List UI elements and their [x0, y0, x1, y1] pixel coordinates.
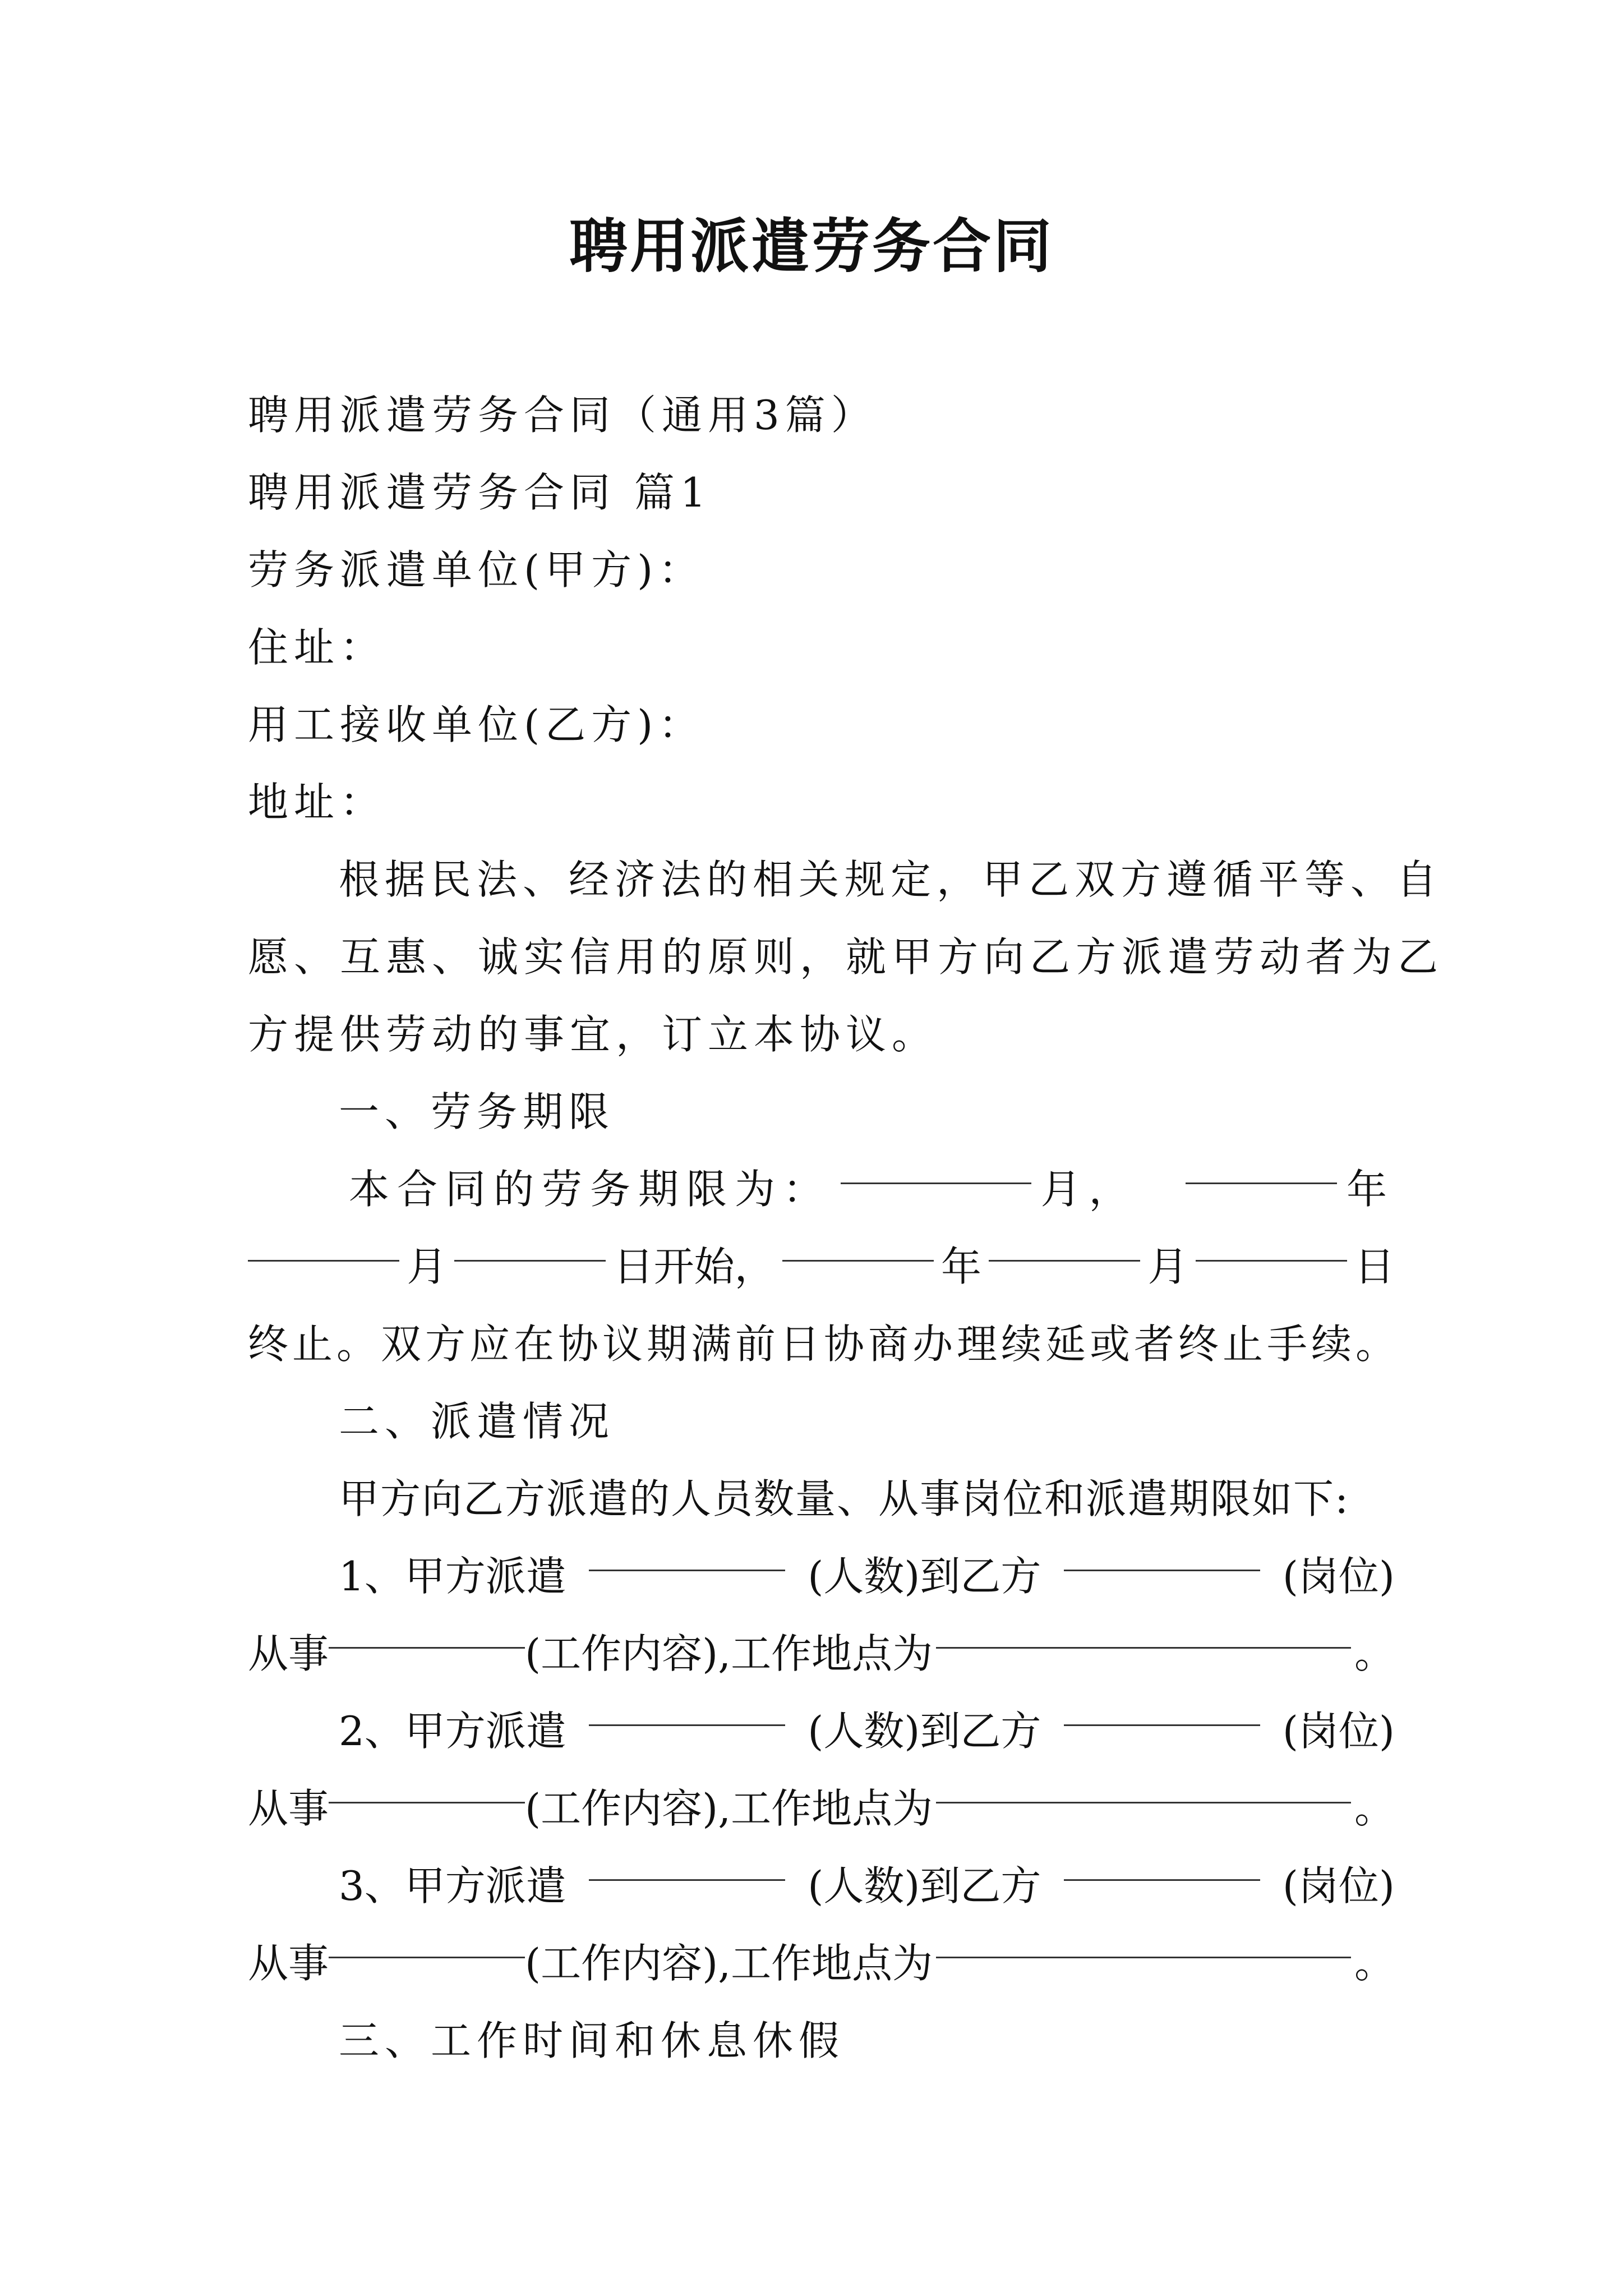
dispatch-item-1-line-1 — [248, 1537, 1395, 1616]
dispatch-item-2-period: 。 — [1354, 1785, 1395, 1832]
dispatch-item-1-label: 1、甲方派遣 — [339, 1553, 566, 1600]
dispatch-item-3-engage-text: 从事 — [248, 1940, 329, 1987]
section-3-heading: 三、工作时间和休息休假 — [339, 2017, 845, 2064]
term-blank[interactable] — [841, 1150, 1031, 1184]
end-day-text: 日 — [1354, 1243, 1395, 1290]
dispatch-item-3-work-blank[interactable] — [329, 1924, 525, 1958]
start-year-blank[interactable] — [1186, 1150, 1337, 1184]
dispatch-item-1-content-text: (工作内容),工作地点为 — [525, 1630, 933, 1677]
start-day-blank[interactable] — [454, 1227, 606, 1262]
term-intro-text: 本合同的劳务期限为： — [349, 1166, 832, 1213]
end-month-blank[interactable] — [989, 1227, 1140, 1262]
start-month-blank[interactable] — [248, 1227, 399, 1262]
subtitle-general: 聘用派遣劳务合同（通用3篇） — [248, 392, 877, 439]
intro-paragraph-line-2: 愿、互惠、诚实信用的原则，就甲方向乙方派遣劳动者为乙 — [248, 933, 1444, 981]
party-a-address-label: 住址： — [248, 624, 386, 671]
dispatch-item-3-line-1 — [248, 1847, 1395, 1925]
end-year-blank[interactable] — [782, 1227, 934, 1262]
party-b-address-label: 地址： — [248, 779, 386, 826]
dispatch-item-3-label: 3、甲方派遣 — [339, 1862, 566, 1910]
dispatch-item-3-post-blank[interactable] — [1064, 1847, 1260, 1881]
dispatch-item-2-engage-text: 从事 — [248, 1785, 329, 1832]
term-month-text: 月， — [1040, 1166, 1137, 1213]
dispatch-item-1-line-2 — [248, 1614, 1395, 1693]
dispatch-item-3-line-2 — [248, 1924, 1395, 2003]
end-month-text: 月 — [1147, 1243, 1188, 1290]
dispatch-item-1-period: 。 — [1354, 1630, 1395, 1677]
dispatch-item-2-post-blank[interactable] — [1064, 1692, 1260, 1726]
dispatch-item-2-people-text: (人数)到乙方 — [808, 1708, 1041, 1755]
dispatch-item-1-location-blank[interactable] — [936, 1614, 1351, 1649]
dispatch-item-2-post-text: (岗位) — [1282, 1708, 1395, 1755]
end-year-text: 年 — [941, 1243, 982, 1290]
term-line-3: 终止。双方应在协议期满前日协商办理续延或者终止手续。 — [248, 1320, 1400, 1368]
dispatch-item-2-line-1 — [248, 1692, 1395, 1770]
dispatch-item-1-people-text: (人数)到乙方 — [808, 1553, 1041, 1600]
term-line-1 — [248, 1150, 1395, 1228]
dispatch-intro: 甲方向乙方派遣的人员数量、从事岗位和派遣期限如下: — [339, 1475, 1350, 1522]
end-day-blank[interactable] — [1196, 1227, 1347, 1262]
dispatch-item-3-period: 。 — [1354, 1940, 1395, 1987]
dispatch-item-3-people-text: (人数)到乙方 — [808, 1862, 1041, 1910]
party-b-label: 用工接收单位(乙方)： — [248, 701, 705, 748]
document-title: 聘用派遣劳务合同 — [569, 211, 1054, 280]
intro-paragraph-line-3: 方提供劳动的事宜，订立本协议。 — [248, 1011, 938, 1058]
dispatch-item-2-location-blank[interactable] — [936, 1769, 1351, 1803]
party-a-label: 劳务派遣单位(甲方)： — [248, 546, 705, 593]
intro-paragraph-line-1: 根据民法、经济法的相关规定，甲乙双方遵循平等、自 — [339, 856, 1443, 903]
dispatch-item-2-work-blank[interactable] — [329, 1769, 525, 1803]
section-2-heading: 二、派遣情况 — [339, 1398, 615, 1445]
dispatch-item-2-label: 2、甲方派遣 — [339, 1708, 566, 1755]
dispatch-item-2-content-text: (工作内容),工作地点为 — [525, 1785, 933, 1832]
term-line-2 — [248, 1227, 1395, 1306]
term-year-text: 年 — [1346, 1166, 1395, 1213]
dispatch-item-3-location-blank[interactable] — [936, 1924, 1351, 1958]
dispatch-item-1-post-blank[interactable] — [1064, 1537, 1260, 1571]
dispatch-item-1-work-blank[interactable] — [329, 1614, 525, 1649]
subtitle-part-1: 聘用派遣劳务合同 篇1 — [248, 469, 712, 516]
dispatch-item-1-count-blank[interactable] — [589, 1537, 785, 1571]
dispatch-item-3-count-blank[interactable] — [589, 1847, 785, 1881]
dispatch-item-2-count-blank[interactable] — [589, 1692, 785, 1726]
dispatch-item-1-post-text: (岗位) — [1282, 1553, 1395, 1600]
start-day-text: 日开始， — [613, 1243, 775, 1290]
dispatch-item-3-post-text: (岗位) — [1282, 1862, 1395, 1910]
section-1-heading: 一、劳务期限 — [339, 1088, 615, 1135]
dispatch-item-2-line-2 — [248, 1769, 1395, 1848]
dispatch-item-1-engage-text: 从事 — [248, 1630, 329, 1677]
start-month-text: 月 — [407, 1243, 448, 1290]
dispatch-item-3-content-text: (工作内容),工作地点为 — [525, 1940, 933, 1987]
